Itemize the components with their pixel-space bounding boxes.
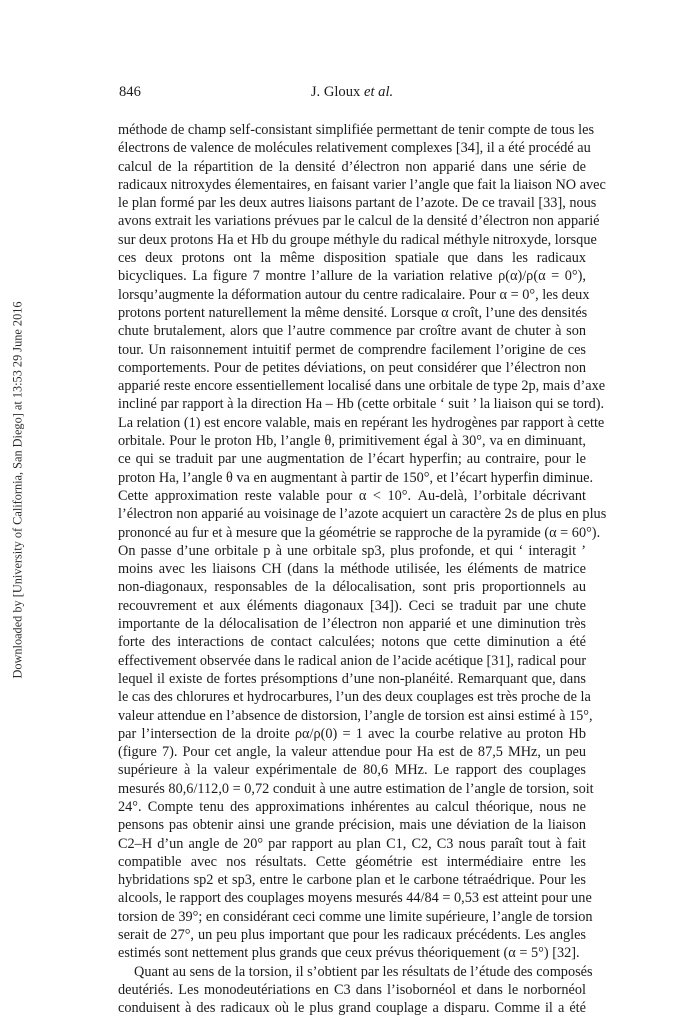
text-line: avons extrait les variations prévues par le calcul de la densité d’électron non apparié	[118, 213, 600, 230]
text-line: par l’intersection de la droite ρα/ρ(0) = 1 avec la courbe relative au proton Hb	[118, 725, 586, 742]
text-line: conduisent à des radicaux où le plus grand couplage a disparu. Comme il a été	[118, 1000, 586, 1017]
text-line: le plan formé par les deux autres liaisons partant de l’azote. De ce travail [33], nous	[118, 195, 597, 212]
text-line: moins avec les liaisons CH (dans la méthode utilisée, les éléments de matrice	[118, 561, 586, 578]
text-line: alcools, le rapport des couplages moyens mesurés 44/84 = 0,53 est atteint pour une	[118, 890, 592, 907]
text-line: lorsqu’augmente la déformation autour du centre radicalaire. Pour α = 0°, les deux	[118, 286, 590, 303]
text-line: chute brutalement, alors que l’autre commence par croître avant de chuter à son	[118, 323, 586, 340]
text-line: radicaux nitroxydes élementaires, en faisant varier l’angle que fait la liaison NO avec	[118, 176, 606, 193]
text-line: hybridations sp2 et sp3, entre le carbone plan et le carbone tétraédrique. Pour les	[118, 872, 586, 889]
text-line: orbitale. Pour le proton Hb, l’angle θ, primitivement égal à 30°, va en diminuant,	[118, 433, 586, 450]
text-line: estimés sont nettement plus grands que ceux prévus théoriquement (α = 5°) [32].	[118, 945, 580, 962]
text-line: apparié reste encore essentiellement localisé dans une orbitale de type 2p, mais d’axe	[118, 378, 606, 395]
text-line: proton Ha, l’angle θ va en augmentant à partir de 150°, et l’écart hyperfin diminue.	[118, 469, 594, 486]
text-line: électrons de valence de molécules relativement complexes [34], il a été procédé au	[118, 140, 591, 157]
body-text	[118, 121, 607, 1018]
page-header	[119, 84, 585, 104]
download-notice: Downloaded by [University of California, San Diego] at 13:53 29 June 2016	[10, 301, 25, 679]
download-sidebar	[10, 266, 26, 714]
text-line: non-diagonaux, responsables de la délocalisation, sont pris proportionnels au	[118, 579, 586, 596]
text-line: serait de 27°, un peu plus important que pour les radicaux précédents. Les angles	[118, 927, 586, 944]
text-line: La relation (1) est encore valable, mais en repérant les hydrogènes par rapport à cette	[118, 414, 605, 431]
text-line: deutériés. Les monodeutériations en C3 dans l’isobornéol et dans le norbornéol	[118, 981, 586, 998]
text-line: tour. Un raisonnement intuitif permet de comprendre facilement l’origine de ces	[118, 341, 586, 358]
text-line: Cette approximation reste valable pour α < 10°. Au-delà, l’orbitale décrivant	[118, 487, 586, 504]
text-line: On passe d’une orbitale p à une orbitale sp3, plus profonde, et qui ‘ interagit ’	[118, 542, 586, 559]
text-line: supérieure à la valeur expérimentale de 80,6 MHz. Le rapport des couplages	[118, 762, 586, 779]
text-line: torsion de 39°; en considérant ceci comme une limite supérieure, l’angle de torsion	[118, 908, 593, 925]
text-line: comportements. Pour de petites déviations, on peut considérer que l’électron non	[118, 359, 586, 376]
text-line: méthode de champ self-consistant simplifiée permettant de tenir compte de tous les	[118, 122, 595, 138]
running-head-et-al: et al.	[363, 84, 394, 100]
text-line: ces deux protons ont la même disposition spatiale que dans les radicaux	[118, 250, 586, 267]
text-line: bicycliques. La figure 7 montre l’allure de la variation relative ρ(α)/ρ(α = 0°),	[118, 268, 586, 285]
text-line: recouvrement et aux éléments diagonaux [34]). Ceci se traduit par une chute	[118, 597, 586, 614]
text-line: (figure 7). Pour cet angle, la valeur attendue pour Ha est de 87,5 MHz, un peu	[118, 744, 586, 761]
text-line: importante de la délocalisation de l’électron non apparié et une diminution très	[118, 616, 586, 633]
running-head	[119, 84, 585, 101]
page-number: 846	[119, 84, 141, 100]
text-line: prononcé au fur et à mesure que la géométrie se rapproche de la pyramide (α = 60°).	[118, 524, 601, 541]
text-line: Quant au sens de la torsion, il s’obtient par les résultats de l’étude des composés	[134, 963, 593, 980]
text-line: C2–H d’un angle de 20° par rapport au plan C1, C2, C3 nous paraît tout à fait	[118, 835, 586, 852]
text-line: 24°. Compte tenu des approximations inhérentes au calcul théorique, nous ne	[118, 798, 586, 815]
text-line: valeur attendue en l’absence de distorsion, l’angle de torsion est ainsi estimé à 15°,	[118, 707, 593, 724]
text-line: lequel il existe de fortes présomptions d’une non-planéité. Remarquant que, dans	[118, 670, 586, 687]
text-line: le cas des chlorures et hydrocarbures, l’un des deux couplages est très proche de la	[118, 689, 591, 706]
text-line: mesurés 80,6/112,0 = 0,72 conduit à une autre estimation de l’angle de torsion, soit	[118, 780, 594, 797]
text-line: ce qui se traduit par une augmentation de l’écart hyperfin; au contraire, pour le	[118, 451, 586, 468]
text-line: pensons pas obtenir ainsi une grande précision, mais une déviation de la liaison	[118, 817, 586, 834]
text-line: sur deux protons Ha et Hb du groupe méthyle du radical méthyle nitroxyde, lorsque	[118, 231, 597, 248]
text-line: forte des interactions de contact calculées; notons que cette diminution a été	[118, 634, 586, 651]
text-line: protons portent naturellement la même densité. Lorsque α croît, l’une des densités	[118, 304, 588, 321]
text-line: incliné par rapport à la direction Ha – Hb (cette orbitale ‘ suit ’ la liaison qui se tord).	[118, 396, 605, 413]
text-line: compatible avec nos résultats. Cette géométrie est intermédiaire entre les	[118, 853, 586, 870]
text-line: calcul de la répartition de la densité d’électron non apparié dans une série de	[118, 158, 586, 175]
text-line: effectivement observée dans le radical anion de l’acide acétique [31], radical pour	[118, 652, 587, 669]
text-line: l’électron non apparié au voisinage de l’azote acquiert un caractère 2s de plus en plus	[118, 506, 607, 523]
running-head-authors: J. Gloux	[310, 84, 361, 100]
